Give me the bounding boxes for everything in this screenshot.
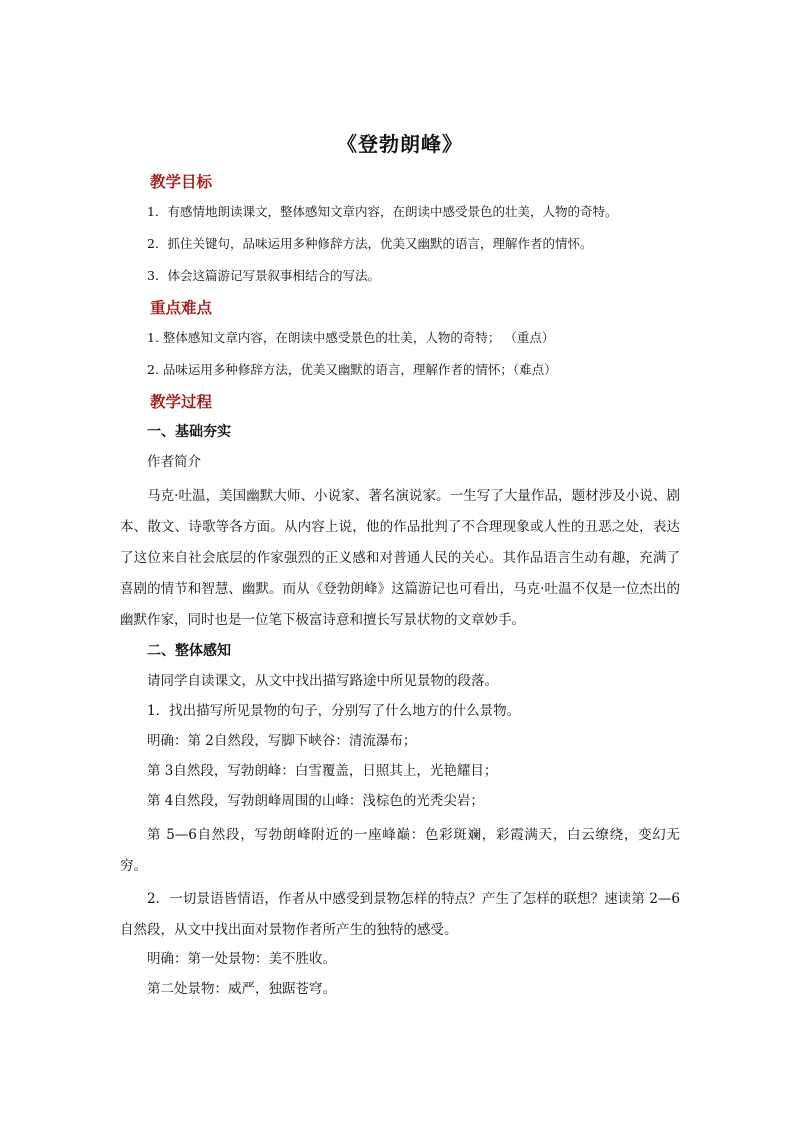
section-heading-key-points: 重点难点 (150, 298, 213, 317)
subheading-overall: 二、整体感知 (147, 643, 231, 659)
question-2: 2．一切景语皆情语，作者从中感受到景物怎样的特点？产生了怎样的联想？速读第 2—6自然段，从文中找出面对景物作者所产生的独特的感受。 (120, 891, 680, 938)
document-content (120, 128, 680, 1008)
answer-line: 第 3自然段，写勃朗峰：白雪覆盖，日照其上，光艳耀目； (147, 763, 498, 779)
author-intro-label: 作者简介 (147, 454, 201, 470)
key-point-item: 1. 整体感知文章内容，在朗读中感受景色的壮美，人物的奇特； （重点） (147, 330, 555, 345)
key-point-item: 2. 品味运用多种修辞方法，优美又幽默的语言，理解作者的情怀；（难点） (147, 362, 557, 377)
answer-line: 第 4自然段，写勃朗峰周围的山峰：浅棕色的光秃尖岩； (147, 793, 484, 809)
subheading-basics: 一、基础夯实 (147, 424, 231, 440)
goal-item: 2．抓住关键句，品味运用多种修辞方法，优美又幽默的语言，理解作者的情怀。 (147, 236, 593, 251)
author-intro-paragraph: 马克·吐温，美国幽默大师、小说家、著名演说家。一生写了大量作品，题材涉及小说、剧本、散文、诗歌等各方面。从内容上说，他的作品批判了不合理现象或人性的丑恶之处，表达了这位来自社会底层的作家强烈的正义感和对普通人民的关心。其作品语言生动有趣，充满了喜剧的情节和智慧、幽默。而从《登勃朗峰》这篇游记也可看出，马克·吐温不仅是一位杰出的幽默作家，同时也是一位笔下极富诗意和擅长写景状物的文章妙手。 (120, 488, 680, 628)
section-heading-goals: 教学目标 (150, 172, 213, 191)
answer-line: 明确：第 2自然段，写脚下峡谷：清流瀑布； (147, 733, 417, 749)
document-title: 《登勃朗峰》 (337, 132, 463, 156)
reading-instruction: 请同学自读课文，从文中找出描写路途中所见景物的段落。 (147, 673, 498, 689)
answer-line: 明确：第一处景物：美不胜收。 (147, 951, 336, 967)
section-heading-process: 教学过程 (150, 392, 213, 411)
answer-line: 第二处景物：威严，独踞苍穹。 (147, 981, 336, 997)
goal-item: 1．有感情地朗读课文，整体感知文章内容，在朗读中感受景色的壮美，人物的奇特。 (147, 204, 618, 219)
answer-line: 第 5—6自然段，写勃朗峰附近的一座峰巅：色彩斑斓，彩霞满天，白云缭绕，变幻无穷。 (120, 827, 680, 874)
goal-item: 3．体会这篇游记写景叙事相结合的写法。 (147, 268, 380, 283)
question-1: 1．找出描写所见景物的句子，分别写了什么地方的什么景物。 (147, 703, 521, 719)
